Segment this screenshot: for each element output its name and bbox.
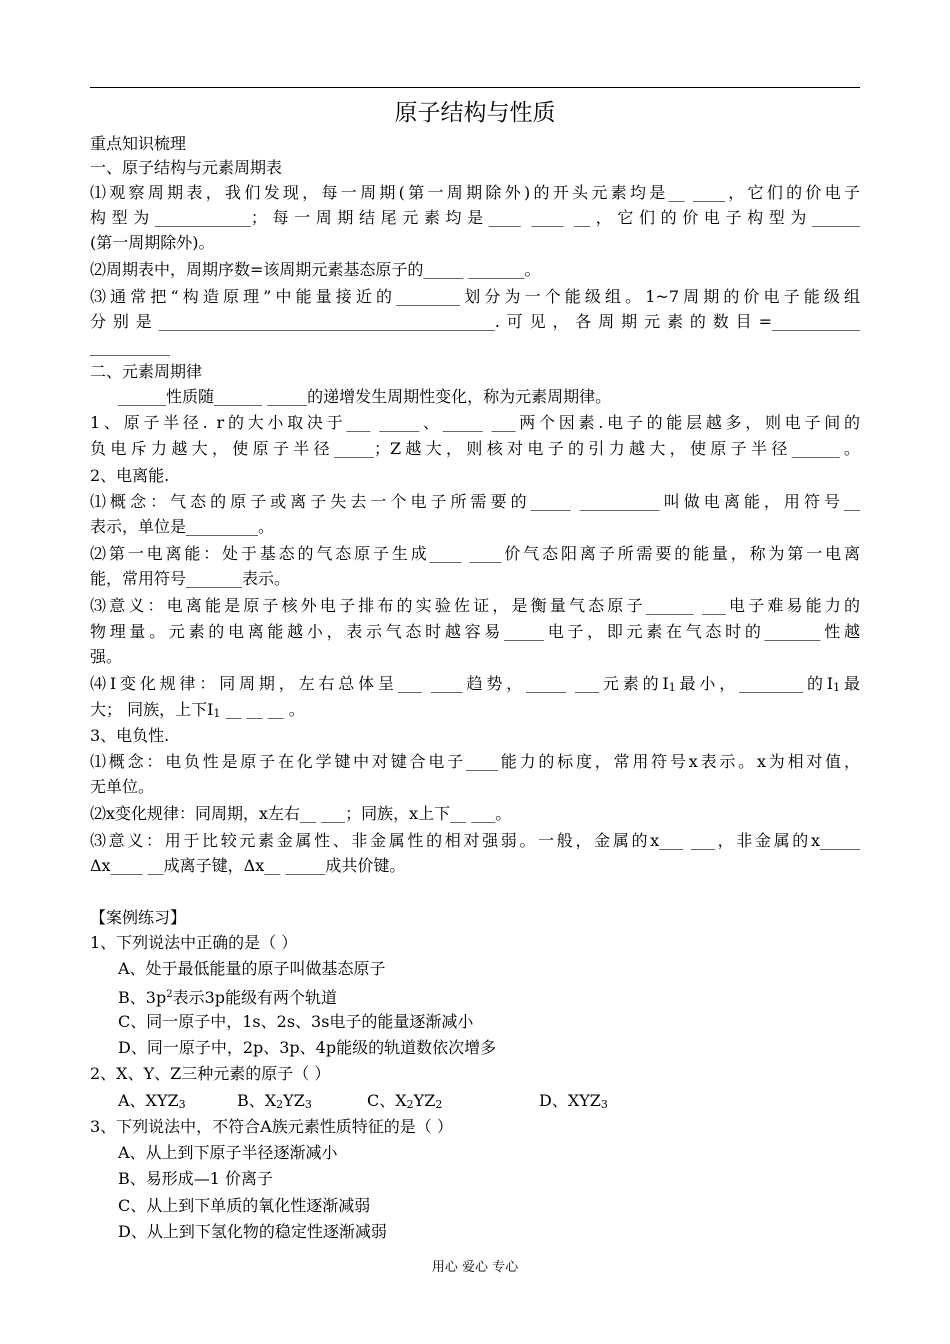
sec1-p3-line2: 分别是__________________________________________.可见，各周期元素的数目=___________: [90, 312, 860, 331]
question-2: 2、X、Y、Z三种元素的原子（ ）: [90, 1064, 331, 1083]
en1-line2: 无单位。: [90, 777, 155, 796]
ie4-text-b: 最小，________的I: [675, 674, 834, 693]
section-2-title: 二、元素周期律: [90, 362, 203, 381]
q1-b-pre: B、3p: [118, 988, 167, 1007]
knowledge-heading: 重点知识梳理: [90, 134, 187, 153]
ie2-line1: ⑵第一电离能：处于基态的气态原子生成____ ____价气态阳离子所需要的能量，称为第一电离: [90, 544, 860, 563]
q1-b-post: 表示3p能级有两个轨道: [172, 988, 337, 1007]
ie3-line1: ⑶意义：电离能是原子核外电子排布的实验佐证，是衡量气态原子______ ___电子难易能力的: [90, 596, 860, 615]
ie2-line2: 能，常用符号_______表示。: [90, 569, 291, 588]
sec1-p3-line3: __________: [90, 337, 170, 356]
q2-option-c: [367, 1089, 487, 1117]
ie1-line1: ⑴概念：气态的原子或离子失去一个电子所需要的_____ __________叫做电离能，用符号__: [90, 492, 860, 511]
ie4-sub-2: 1: [833, 681, 841, 694]
sec1-p1-line3: (第一周期除外)。: [90, 233, 215, 252]
ionization-title: 2、电离能.: [90, 466, 170, 485]
page-title: 原子结构与性质: [394, 100, 556, 126]
sec2-intro: ______性质随______ _____的递增发生周期性变化，称为元素周期律。: [118, 387, 612, 406]
ie4-text-c: 最: [840, 674, 860, 693]
question-3: 3、下列说法中，不符合A族元素性质特征的是（ ）: [90, 1117, 453, 1136]
q2-b-pre: B、X: [237, 1091, 277, 1110]
q2-d-text: D、XYZ: [539, 1091, 601, 1110]
page-footer: 用心 爱心 专心: [431, 1260, 519, 1275]
q3-option-b: B、易形成—1 价离子: [118, 1169, 274, 1188]
q2-c-mid: YZ: [413, 1091, 436, 1110]
q2-a-text: A、XYZ: [118, 1091, 179, 1110]
q3-option-c: C、从上到下单质的氧化性逐渐减弱: [118, 1196, 371, 1215]
q2-c-sub1: 2: [406, 1098, 414, 1111]
q1-option-b: [118, 983, 888, 1010]
q2-b-sub2: 3: [304, 1098, 312, 1111]
en3-line2: Δx____ __成离子键，Δx__ _____成共价键。: [90, 856, 406, 875]
q3-option-a: A、从上到下原子半径逐渐减小: [118, 1143, 338, 1162]
q1-option-a: A、处于最低能量的原子叫做基态原子: [118, 959, 386, 978]
ie4-line2: [90, 698, 860, 726]
sec1-p1-line1: ⑴观察周期表，我们发现，每一周期(第一周期除外)的开头元素均是__ ____，它们的价电子: [90, 183, 860, 202]
ie3-line2: 物理量。元素的电离能越小，表示气态时越容易_____电子，即元素在气态时的_______性越: [90, 622, 860, 641]
practice-heading: 【案例练习】: [90, 908, 187, 927]
en2: ⑵x变化规律：同周期，x左右__ ___；同族，x上下__ ___。: [90, 804, 512, 823]
q2-c-sub2: 2: [435, 1098, 443, 1111]
ie4-l2-text-b: __ __ __ 。: [220, 700, 305, 719]
q2-c-pre: C、X: [367, 1091, 407, 1110]
ie4-l2-sub: 1: [213, 707, 221, 720]
q2-option-b: [237, 1089, 357, 1117]
radius-line1: 1、原子半径. r的大小取决于___ _____、_____ ___两个因素.电子的能层越多，则电子间的: [90, 413, 860, 432]
sec1-p1-line2: 构型为____________；每一周期结尾元素均是____ ____ __，它们的价电子构型为______: [90, 208, 860, 227]
ie4-line1: [90, 672, 860, 700]
ie3-line3: 强。: [90, 647, 123, 666]
q2-b-mid: YZ: [283, 1091, 305, 1110]
electronegativity-title: 3、电负性.: [90, 726, 170, 745]
en3-line1: ⑶意义：用于比较元素金属性、非金属性的相对强弱。一般，金属的x___ ___，非金属的x_____: [90, 831, 860, 850]
ie1-line2: 表示，单位是_________。: [90, 517, 275, 536]
sec1-p2: ⑵周期表中，周期序数=该周期元素基态原子的_____ _______。: [90, 260, 541, 279]
q2-b-sub1: 2: [276, 1098, 284, 1111]
q1-option-d: D、同一原子中，2p、3p、4p能级的轨道数依次增多: [118, 1038, 497, 1057]
sec1-p3-line1: ⑶通常把“构造原理”中能量接近的________划分为一个能级组。1~7周期的价电子能级组: [90, 287, 860, 306]
q1-b-sup: 2: [166, 989, 173, 1000]
radius-line2: 负电斥力越大，使原子半径_____；Z越大，则核对电子的引力越大，使原子半径______。: [90, 439, 860, 458]
q1-option-c: C、同一原子中，1s、2s、3s电子的能量逐渐减小: [118, 1012, 474, 1031]
q3-option-d: D、从上到下氢化物的稳定性逐渐减弱: [118, 1222, 387, 1241]
header-rule: [90, 87, 860, 88]
q2-a-sub: 3: [178, 1098, 186, 1111]
question-1: 1、下列说法中正确的是（ ）: [90, 933, 298, 952]
q2-option-d: [539, 1089, 659, 1117]
q2-d-sub: 3: [600, 1098, 608, 1111]
q2-option-a: [118, 1089, 238, 1117]
ie4-l2-text-a: 大； 同族，上下I: [90, 700, 214, 719]
en1-line1: ⑴概念：电负性是原子在化学键中对键合电子____能力的标度，常用符号x表示。x为相对值，: [90, 752, 860, 771]
section-1-title: 一、原子结构与元素周期表: [90, 158, 283, 177]
ie4-sub-1: 1: [668, 681, 676, 694]
ie4-text-a: ⑷I变化规律：同周期，左右总体呈___ ____趋势，_____ ___元素的I: [90, 674, 669, 693]
